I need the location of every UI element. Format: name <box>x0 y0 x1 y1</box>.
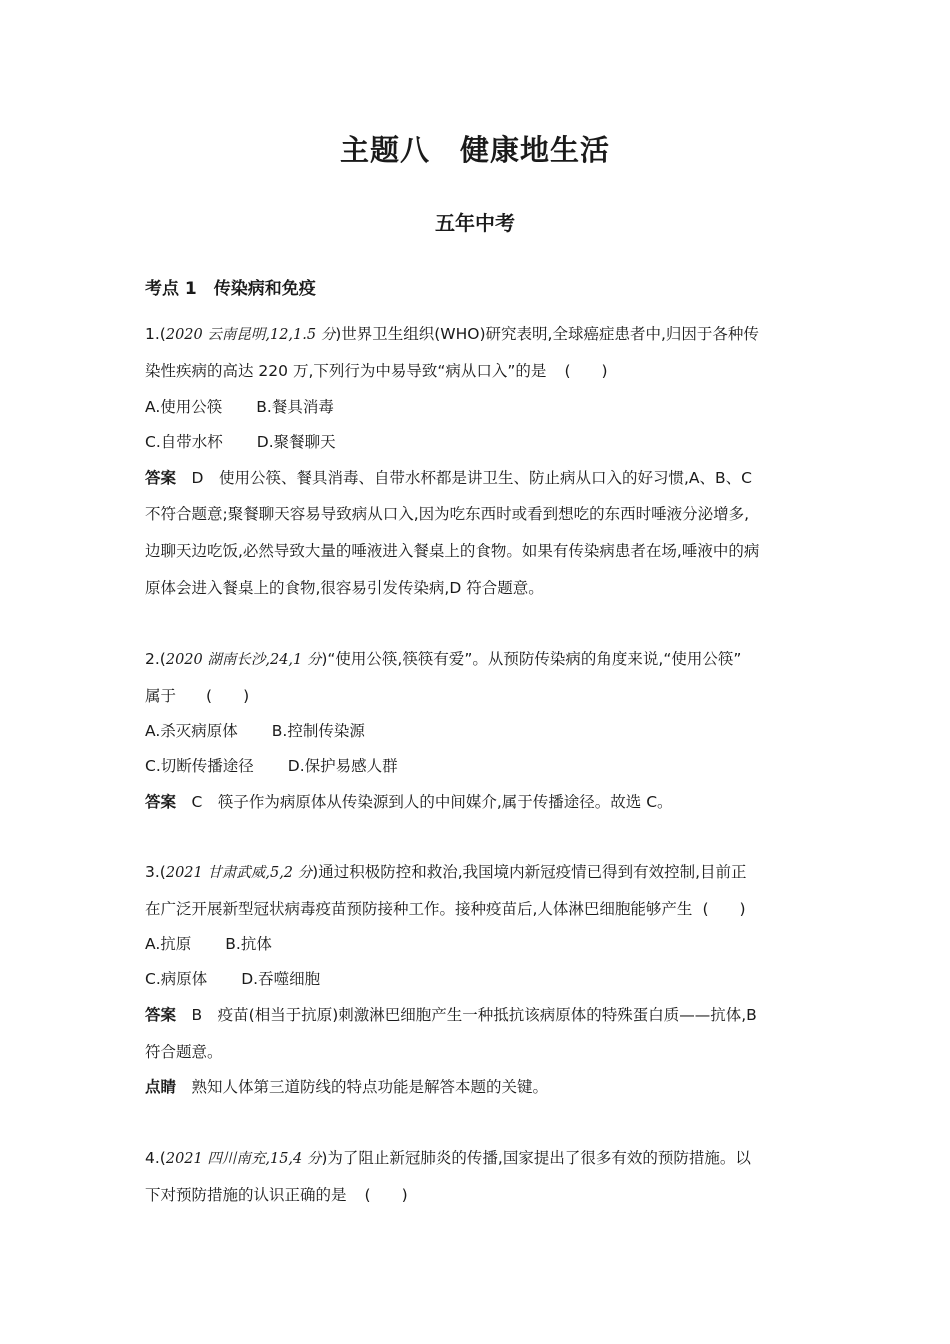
q1-option-b: B.餐具消毒 <box>256 398 334 416</box>
q4-number: 4.( <box>145 1149 166 1167</box>
q3-answer-line2: 符合题意。 <box>145 1043 223 1061</box>
q1-answer-line2: 不符合题意;聚餐聊天容易导致病从口入,因为吃东西时或看到想吃的东西时唾液分泌增多, <box>145 505 750 523</box>
q3-answer-label: 答案 <box>145 1006 177 1024</box>
q3-tip-text: 熟知人体第三道防线的特点功能是解答本题的关键。 <box>176 1078 549 1096</box>
q3-option-b: B.抗体 <box>225 935 272 953</box>
q2-stem-line1 <box>145 648 825 671</box>
q2-option-b: B.控制传染源 <box>271 722 365 740</box>
q4-stem-line2 <box>145 1184 825 1206</box>
q1-answer-label: 答案 <box>145 469 177 487</box>
page-subtitle: 五年中考 <box>435 211 515 235</box>
q1-option-a: A.使用公筷 <box>145 398 223 416</box>
q3-option-d: D.吞噬细胞 <box>241 970 321 988</box>
q1-answer-line3: 边聊天边吃饭,必然导致大量的唾液进入餐桌上的食物。如果有传染病患者在场,唾液中的病 <box>145 542 760 560</box>
q2-answer-label: 答案 <box>145 793 177 811</box>
q2-source: 2020 湖南长沙,24,1 分 <box>165 652 322 668</box>
q2-stem-text: )“使用公筷,筷筷有爱”。从预防传染病的角度来说,“使用公筷” <box>321 650 742 668</box>
q1-stem-line2 <box>145 360 825 382</box>
q3-answer-text1: B 疫苗(相当于抗原)刺激淋巴细胞产生一种抵抗该病原体的特殊蛋白质——抗体,B <box>176 1006 757 1024</box>
q1-options-row2 <box>145 431 825 453</box>
q3-option-c: C.病原体 <box>145 970 208 988</box>
q4-source: 2021 四川南充,15,4 分 <box>165 1151 322 1167</box>
q3-options-row2 <box>145 968 825 990</box>
q3-stem-text2: 在广泛开展新型冠状病毒疫苗预防接种工作。接种疫苗后,人体淋巴细胞能够产生 <box>145 900 693 918</box>
q1-stem-line1 <box>145 323 825 346</box>
q3-stem-text: )通过积极防控和救治,我国境内新冠疫情已得到有效控制,目前正 <box>312 863 747 881</box>
q3-stem-line2 <box>145 898 825 920</box>
q1-option-c: C.自带水杯 <box>145 433 223 451</box>
q3-source: 2021 甘肃武威,5,2 分 <box>165 865 313 881</box>
q4-answer-blank: ( ) <box>364 1186 408 1204</box>
q2-option-d: D.保护易感人群 <box>287 757 398 775</box>
q3-tip-label: 点睛 <box>145 1078 177 1096</box>
q2-options-row1 <box>145 720 825 742</box>
q1-number: 1.( <box>145 325 166 343</box>
q3-number: 3.( <box>145 863 166 881</box>
q4-stem-text: )为了阻止新冠肺炎的传播,国家提出了很多有效的预防措施。以 <box>321 1149 751 1167</box>
q4-stem-line1 <box>145 1147 825 1170</box>
q1-answer-line4: 原体会进入餐桌上的食物,很容易引发传染病,D 符合题意。 <box>145 579 544 597</box>
q2-number: 2.( <box>145 650 166 668</box>
q1-options-row1 <box>145 396 825 418</box>
q3-option-a: A.抗原 <box>145 935 192 953</box>
q2-answer-blank: ( ) <box>206 687 250 705</box>
q1-answer-text1: D 使用公筷、餐具消毒、自带水杯都是讲卫生、防止病从口入的好习惯,A、B、C <box>176 469 752 487</box>
q1-answer-blank: ( ) <box>564 362 608 380</box>
q1-option-d: D.聚餐聊天 <box>256 433 336 451</box>
q3-answer-line1 <box>145 1004 825 1026</box>
q2-option-c: C.切断传播途径 <box>145 757 254 775</box>
q1-source: 2020 云南昆明,12,1.5 分 <box>165 327 336 343</box>
q3-tip-line <box>145 1076 825 1098</box>
section-heading: 考点 1 传染病和免疫 <box>145 279 316 299</box>
q3-stem-line1 <box>145 861 825 884</box>
q2-option-a: A.杀灭病原体 <box>145 722 238 740</box>
q1-stem-text: )世界卫生组织(WHO)研究表明,全球癌症患者中,归因于各种传 <box>335 325 759 343</box>
q1-stem-text2: 染性疾病的高达 220 万,下列行为中易导致“病从口入”的是 <box>145 362 547 380</box>
q2-stem-line2 <box>145 685 825 707</box>
q2-answer-text1: C 筷子作为病原体从传染源到人的中间媒介,属于传播途径。故选 C。 <box>176 793 673 811</box>
q2-answer-line1 <box>145 791 825 813</box>
q2-stem-text2: 属于 <box>145 687 177 705</box>
q3-options-row1 <box>145 933 825 955</box>
q3-answer-blank: ( ) <box>702 900 746 918</box>
q1-answer-line1 <box>145 467 825 489</box>
q4-stem-text2: 下对预防措施的认识正确的是 <box>145 1186 347 1204</box>
q2-options-row2 <box>145 755 825 777</box>
page-title: 主题八 健康地生活 <box>339 133 610 167</box>
